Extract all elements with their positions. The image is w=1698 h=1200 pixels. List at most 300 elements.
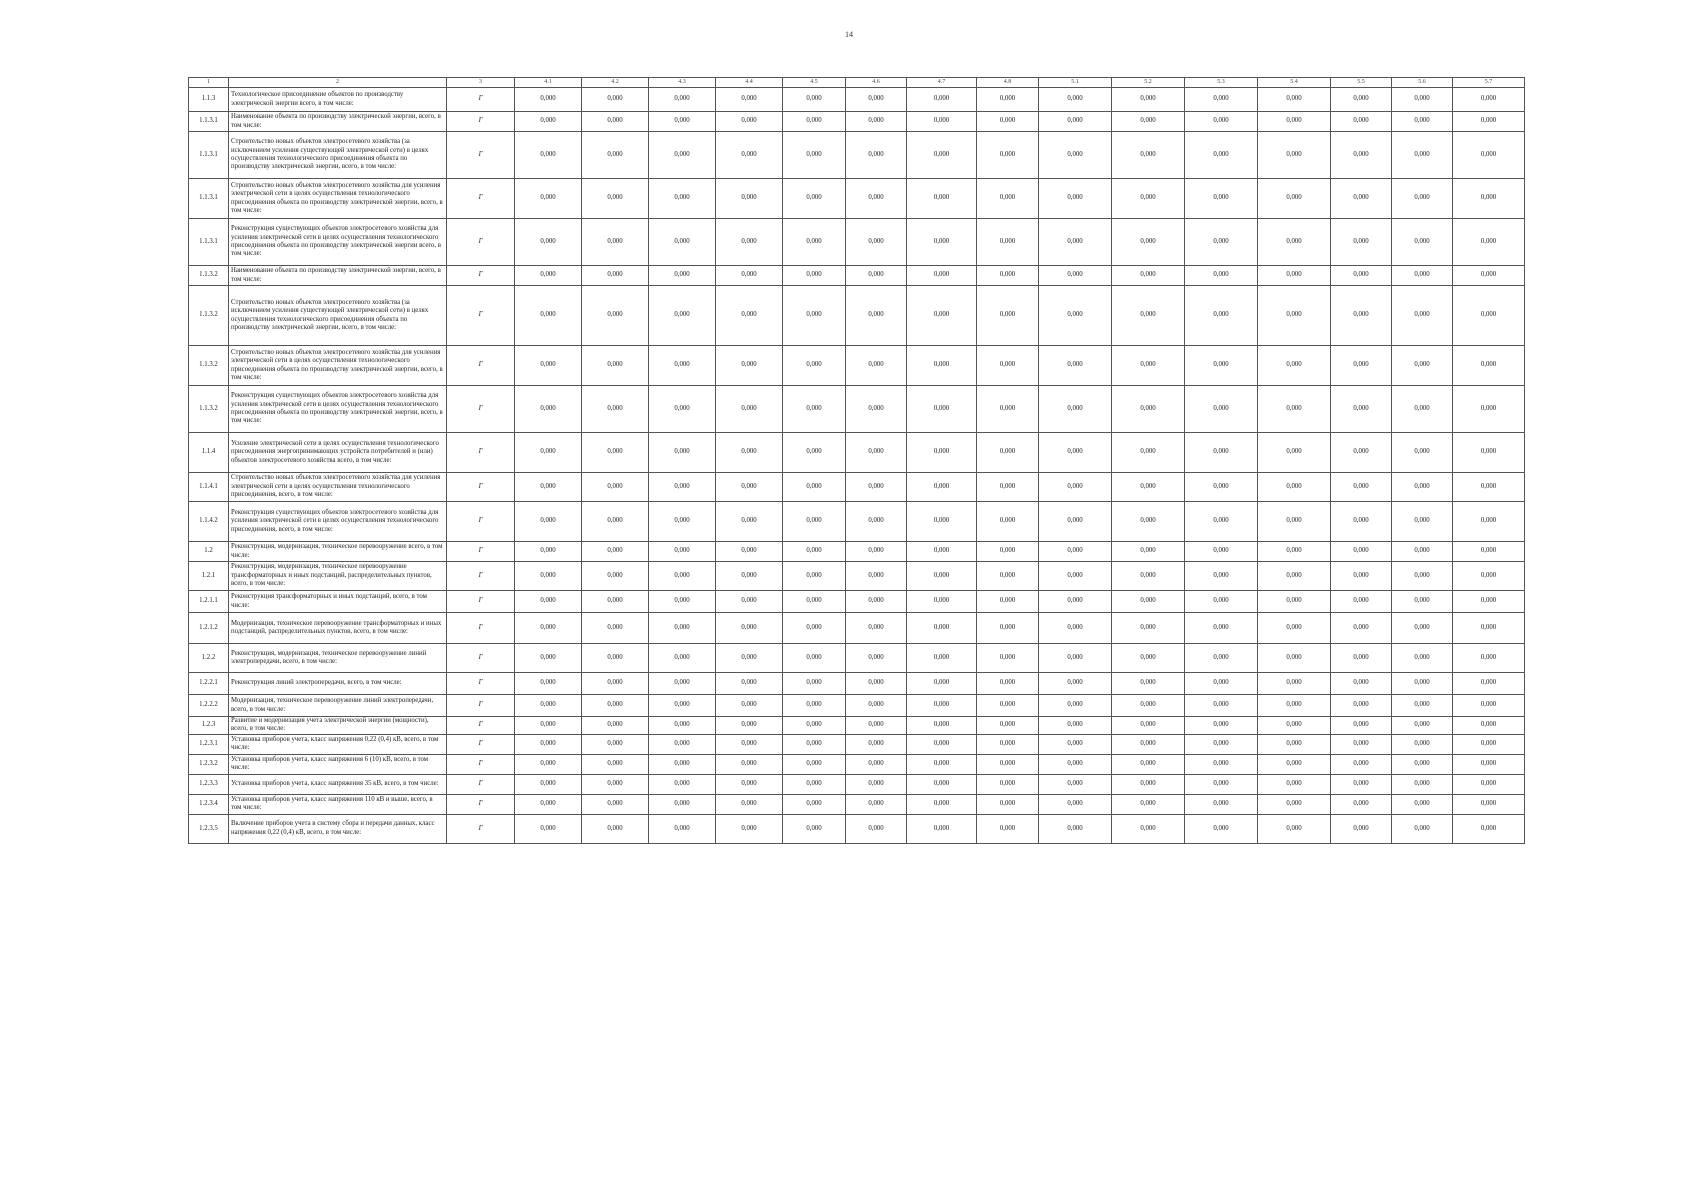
value-cell: 0,000 bbox=[907, 542, 977, 562]
value-cell: 0,000 bbox=[907, 386, 977, 433]
row-code: 1.2.1.1 bbox=[189, 591, 229, 613]
value-cell: 0,000 bbox=[1185, 613, 1258, 644]
value-cell: 0,000 bbox=[907, 88, 977, 112]
row-unit: Г bbox=[447, 695, 515, 717]
value-cell: 0,000 bbox=[1453, 132, 1525, 179]
value-cell: 0,000 bbox=[907, 219, 977, 266]
row-name: Реконструкция существующих объектов электросетевого хозяйства для усиления электрической сети в целях осуществления технологического присоединения объекта по производству электрической энергии всего, в том числе: bbox=[229, 219, 447, 266]
row-code: 1.2.3.3 bbox=[189, 774, 229, 794]
value-cell: 0,000 bbox=[1112, 266, 1185, 286]
value-cell: 0,000 bbox=[1112, 717, 1185, 735]
value-cell: 0,000 bbox=[1258, 179, 1331, 219]
value-cell: 0,000 bbox=[582, 814, 649, 843]
value-cell: 0,000 bbox=[649, 644, 716, 673]
value-cell: 0,000 bbox=[846, 132, 907, 179]
row-unit: Г bbox=[447, 112, 515, 132]
value-cell: 0,000 bbox=[1392, 266, 1453, 286]
column-header: 5.7 bbox=[1453, 78, 1525, 88]
value-cell: 0,000 bbox=[1392, 88, 1453, 112]
value-cell: 0,000 bbox=[649, 673, 716, 695]
value-cell: 0,000 bbox=[649, 613, 716, 644]
value-cell: 0,000 bbox=[649, 473, 716, 502]
table-row bbox=[189, 286, 1525, 346]
value-cell: 0,000 bbox=[1112, 644, 1185, 673]
value-cell: 0,000 bbox=[1453, 386, 1525, 433]
value-cell: 0,000 bbox=[1392, 219, 1453, 266]
value-cell: 0,000 bbox=[1453, 473, 1525, 502]
value-cell: 0,000 bbox=[1331, 433, 1392, 473]
value-cell: 0,000 bbox=[1039, 433, 1112, 473]
value-cell: 0,000 bbox=[846, 754, 907, 774]
value-cell: 0,000 bbox=[716, 346, 783, 386]
value-cell: 0,000 bbox=[649, 695, 716, 717]
value-cell: 0,000 bbox=[649, 433, 716, 473]
value-cell: 0,000 bbox=[1039, 179, 1112, 219]
value-cell: 0,000 bbox=[1258, 112, 1331, 132]
value-cell: 0,000 bbox=[515, 132, 582, 179]
value-cell: 0,000 bbox=[1112, 88, 1185, 112]
value-cell: 0,000 bbox=[1039, 695, 1112, 717]
value-cell: 0,000 bbox=[1112, 814, 1185, 843]
value-cell: 0,000 bbox=[582, 266, 649, 286]
row-name: Наименование объекта по производству электрической энергии, всего, в том числе: bbox=[229, 266, 447, 286]
value-cell: 0,000 bbox=[1331, 386, 1392, 433]
value-cell: 0,000 bbox=[716, 754, 783, 774]
value-cell: 0,000 bbox=[1112, 542, 1185, 562]
column-header: 4.6 bbox=[846, 78, 907, 88]
row-unit: Г bbox=[447, 644, 515, 673]
row-name: Усиление электрической сети в целях осуществления технологического присоединения энергопринимающих устройств потребителей и (или) объектов электросетевого хозяйства всего, в том числе: bbox=[229, 433, 447, 473]
value-cell: 0,000 bbox=[1453, 591, 1525, 613]
value-cell: 0,000 bbox=[1039, 673, 1112, 695]
value-cell: 0,000 bbox=[1039, 734, 1112, 754]
value-cell: 0,000 bbox=[1453, 673, 1525, 695]
value-cell: 0,000 bbox=[1185, 644, 1258, 673]
value-cell: 0,000 bbox=[582, 502, 649, 542]
value-cell: 0,000 bbox=[1453, 219, 1525, 266]
row-unit: Г bbox=[447, 88, 515, 112]
value-cell: 0,000 bbox=[1039, 286, 1112, 346]
table-header-row bbox=[189, 78, 1525, 88]
value-cell: 0,000 bbox=[582, 591, 649, 613]
value-cell: 0,000 bbox=[1039, 754, 1112, 774]
value-cell: 0,000 bbox=[846, 734, 907, 754]
column-header: 1 bbox=[189, 78, 229, 88]
value-cell: 0,000 bbox=[977, 794, 1039, 814]
value-cell: 0,000 bbox=[1185, 717, 1258, 735]
column-header: 2 bbox=[229, 78, 447, 88]
value-cell: 0,000 bbox=[1453, 695, 1525, 717]
value-cell: 0,000 bbox=[907, 591, 977, 613]
value-cell: 0,000 bbox=[716, 266, 783, 286]
value-cell: 0,000 bbox=[1112, 346, 1185, 386]
value-cell: 0,000 bbox=[783, 717, 846, 735]
row-code: 1.1.3.1 bbox=[189, 112, 229, 132]
value-cell: 0,000 bbox=[1258, 754, 1331, 774]
value-cell: 0,000 bbox=[846, 644, 907, 673]
value-cell: 0,000 bbox=[783, 814, 846, 843]
value-cell: 0,000 bbox=[1185, 219, 1258, 266]
value-cell: 0,000 bbox=[977, 286, 1039, 346]
value-cell: 0,000 bbox=[846, 266, 907, 286]
value-cell: 0,000 bbox=[783, 502, 846, 542]
value-cell: 0,000 bbox=[1453, 613, 1525, 644]
value-cell: 0,000 bbox=[846, 386, 907, 433]
value-cell: 0,000 bbox=[783, 88, 846, 112]
value-cell: 0,000 bbox=[977, 112, 1039, 132]
value-cell: 0,000 bbox=[1453, 774, 1525, 794]
value-cell: 0,000 bbox=[1331, 774, 1392, 794]
value-cell: 0,000 bbox=[1258, 286, 1331, 346]
value-cell: 0,000 bbox=[977, 386, 1039, 433]
value-cell: 0,000 bbox=[783, 112, 846, 132]
row-name: Модернизация, техническое перевооружение линий электропередачи, всего, в том числе: bbox=[229, 695, 447, 717]
value-cell: 0,000 bbox=[1258, 386, 1331, 433]
value-cell: 0,000 bbox=[716, 734, 783, 754]
value-cell: 0,000 bbox=[977, 613, 1039, 644]
value-cell: 0,000 bbox=[1112, 219, 1185, 266]
value-cell: 0,000 bbox=[1258, 794, 1331, 814]
value-cell: 0,000 bbox=[1392, 179, 1453, 219]
value-cell: 0,000 bbox=[649, 717, 716, 735]
row-code: 1.2.3.2 bbox=[189, 754, 229, 774]
row-name: Реконструкция, модернизация, техническое перевооружение трансформаторных и иных подстанций, распределительных пунктов, всего, в том числе: bbox=[229, 562, 447, 591]
value-cell: 0,000 bbox=[582, 562, 649, 591]
value-cell: 0,000 bbox=[1039, 613, 1112, 644]
value-cell: 0,000 bbox=[1331, 346, 1392, 386]
value-cell: 0,000 bbox=[716, 433, 783, 473]
value-cell: 0,000 bbox=[977, 695, 1039, 717]
value-cell: 0,000 bbox=[1453, 179, 1525, 219]
value-cell: 0,000 bbox=[1331, 562, 1392, 591]
column-header: 4.8 bbox=[977, 78, 1039, 88]
value-cell: 0,000 bbox=[1039, 502, 1112, 542]
row-unit: Г bbox=[447, 542, 515, 562]
column-header: 5.6 bbox=[1392, 78, 1453, 88]
row-code: 1.1.3.2 bbox=[189, 386, 229, 433]
value-cell: 0,000 bbox=[1112, 179, 1185, 219]
row-unit: Г bbox=[447, 562, 515, 591]
value-cell: 0,000 bbox=[1258, 502, 1331, 542]
value-cell: 0,000 bbox=[1185, 695, 1258, 717]
value-cell: 0,000 bbox=[649, 794, 716, 814]
row-unit: Г bbox=[447, 717, 515, 735]
value-cell: 0,000 bbox=[716, 774, 783, 794]
value-cell: 0,000 bbox=[716, 132, 783, 179]
value-cell: 0,000 bbox=[1258, 562, 1331, 591]
row-unit: Г bbox=[447, 591, 515, 613]
value-cell: 0,000 bbox=[716, 88, 783, 112]
value-cell: 0,000 bbox=[977, 814, 1039, 843]
row-name: Включение приборов учета в систему сбора и передачи данных, класс напряжения 0,22 (0,4) кВ, всего, в том числе: bbox=[229, 814, 447, 843]
value-cell: 0,000 bbox=[907, 346, 977, 386]
value-cell: 0,000 bbox=[1453, 433, 1525, 473]
row-code: 1.2.2 bbox=[189, 644, 229, 673]
value-cell: 0,000 bbox=[1258, 734, 1331, 754]
data-table bbox=[188, 77, 1525, 844]
value-cell: 0,000 bbox=[582, 613, 649, 644]
value-cell: 0,000 bbox=[582, 717, 649, 735]
value-cell: 0,000 bbox=[1258, 644, 1331, 673]
value-cell: 0,000 bbox=[649, 219, 716, 266]
value-cell: 0,000 bbox=[907, 734, 977, 754]
value-cell: 0,000 bbox=[649, 542, 716, 562]
value-cell: 0,000 bbox=[1039, 473, 1112, 502]
value-cell: 0,000 bbox=[846, 88, 907, 112]
value-cell: 0,000 bbox=[515, 644, 582, 673]
value-cell: 0,000 bbox=[515, 774, 582, 794]
value-cell: 0,000 bbox=[1392, 774, 1453, 794]
column-header: 5.2 bbox=[1112, 78, 1185, 88]
value-cell: 0,000 bbox=[1331, 673, 1392, 695]
value-cell: 0,000 bbox=[1112, 734, 1185, 754]
value-cell: 0,000 bbox=[649, 386, 716, 433]
value-cell: 0,000 bbox=[582, 179, 649, 219]
value-cell: 0,000 bbox=[515, 613, 582, 644]
value-cell: 0,000 bbox=[846, 179, 907, 219]
value-cell: 0,000 bbox=[649, 132, 716, 179]
value-cell: 0,000 bbox=[1185, 502, 1258, 542]
value-cell: 0,000 bbox=[582, 673, 649, 695]
value-cell: 0,000 bbox=[582, 346, 649, 386]
table-row bbox=[189, 502, 1525, 542]
value-cell: 0,000 bbox=[977, 644, 1039, 673]
row-name: Строительство новых объектов электросетевого хозяйства для усиления электрической сети в целях осуществления технологического присоединения объекта по производству электрической энергии, всего, в том числе: bbox=[229, 179, 447, 219]
value-cell: 0,000 bbox=[907, 132, 977, 179]
value-cell: 0,000 bbox=[1258, 774, 1331, 794]
value-cell: 0,000 bbox=[716, 219, 783, 266]
value-cell: 0,000 bbox=[716, 112, 783, 132]
row-name: Технологическое присоединение объектов по производству электрической энергии всего, в том числе: bbox=[229, 88, 447, 112]
table-row bbox=[189, 774, 1525, 794]
row-code: 1.1.3 bbox=[189, 88, 229, 112]
column-header: 4.3 bbox=[649, 78, 716, 88]
value-cell: 0,000 bbox=[716, 794, 783, 814]
value-cell: 0,000 bbox=[1112, 794, 1185, 814]
value-cell: 0,000 bbox=[1331, 502, 1392, 542]
value-cell: 0,000 bbox=[907, 673, 977, 695]
value-cell: 0,000 bbox=[1453, 644, 1525, 673]
value-cell: 0,000 bbox=[1185, 433, 1258, 473]
value-cell: 0,000 bbox=[582, 794, 649, 814]
value-cell: 0,000 bbox=[716, 717, 783, 735]
value-cell: 0,000 bbox=[582, 112, 649, 132]
value-cell: 0,000 bbox=[846, 502, 907, 542]
value-cell: 0,000 bbox=[1112, 774, 1185, 794]
value-cell: 0,000 bbox=[1258, 717, 1331, 735]
value-cell: 0,000 bbox=[977, 219, 1039, 266]
value-cell: 0,000 bbox=[649, 286, 716, 346]
row-name: Строительство новых объектов электросетевого хозяйства (за исключением усиления существующей электрической сети) в целях осуществления технологического присоединения объекта по производству электрической энергии, всего, в том числе: bbox=[229, 286, 447, 346]
row-name: Установка приборов учета, класс напряжения 35 кВ, всего, в том числе: bbox=[229, 774, 447, 794]
row-name: Установка приборов учета, класс напряжения 0,22 (0,4) кВ, всего, в том числе: bbox=[229, 734, 447, 754]
value-cell: 0,000 bbox=[1039, 386, 1112, 433]
table-row bbox=[189, 734, 1525, 754]
value-cell: 0,000 bbox=[783, 386, 846, 433]
row-code: 1.2.3 bbox=[189, 717, 229, 735]
column-header: 5.3 bbox=[1185, 78, 1258, 88]
value-cell: 0,000 bbox=[716, 473, 783, 502]
value-cell: 0,000 bbox=[1392, 754, 1453, 774]
value-cell: 0,000 bbox=[1392, 502, 1453, 542]
value-cell: 0,000 bbox=[783, 433, 846, 473]
row-code: 1.2.3.4 bbox=[189, 794, 229, 814]
value-cell: 0,000 bbox=[907, 774, 977, 794]
value-cell: 0,000 bbox=[846, 814, 907, 843]
table-row bbox=[189, 717, 1525, 735]
value-cell: 0,000 bbox=[907, 286, 977, 346]
value-cell: 0,000 bbox=[1185, 346, 1258, 386]
value-cell: 0,000 bbox=[515, 502, 582, 542]
value-cell: 0,000 bbox=[716, 502, 783, 542]
row-name: Реконструкция, модернизация, техническое перевооружение линий электропередачи, всего, в том числе: bbox=[229, 644, 447, 673]
row-unit: Г bbox=[447, 266, 515, 286]
row-name: Установка приборов учета, класс напряжения 6 (10) кВ, всего, в том числе: bbox=[229, 754, 447, 774]
value-cell: 0,000 bbox=[1453, 112, 1525, 132]
value-cell: 0,000 bbox=[716, 542, 783, 562]
value-cell: 0,000 bbox=[1185, 814, 1258, 843]
value-cell: 0,000 bbox=[783, 613, 846, 644]
value-cell: 0,000 bbox=[1392, 562, 1453, 591]
value-cell: 0,000 bbox=[1453, 754, 1525, 774]
value-cell: 0,000 bbox=[846, 794, 907, 814]
column-header: 5.4 bbox=[1258, 78, 1331, 88]
value-cell: 0,000 bbox=[977, 88, 1039, 112]
value-cell: 0,000 bbox=[649, 754, 716, 774]
value-cell: 0,000 bbox=[977, 717, 1039, 735]
table-row bbox=[189, 179, 1525, 219]
value-cell: 0,000 bbox=[1258, 591, 1331, 613]
value-cell: 0,000 bbox=[907, 613, 977, 644]
value-cell: 0,000 bbox=[1331, 286, 1392, 346]
value-cell: 0,000 bbox=[1039, 266, 1112, 286]
row-name: Модернизация, техническое перевооружение трансформаторных и иных подстанций, распределительных пунктов, всего, в том числе: bbox=[229, 613, 447, 644]
value-cell: 0,000 bbox=[1258, 433, 1331, 473]
value-cell: 0,000 bbox=[1112, 695, 1185, 717]
value-cell: 0,000 bbox=[1453, 542, 1525, 562]
value-cell: 0,000 bbox=[582, 219, 649, 266]
table-row bbox=[189, 613, 1525, 644]
value-cell: 0,000 bbox=[977, 754, 1039, 774]
value-cell: 0,000 bbox=[907, 794, 977, 814]
value-cell: 0,000 bbox=[907, 695, 977, 717]
value-cell: 0,000 bbox=[1258, 266, 1331, 286]
value-cell: 0,000 bbox=[1039, 542, 1112, 562]
value-cell: 0,000 bbox=[1392, 132, 1453, 179]
value-cell: 0,000 bbox=[515, 346, 582, 386]
value-cell: 0,000 bbox=[1258, 542, 1331, 562]
value-cell: 0,000 bbox=[515, 794, 582, 814]
value-cell: 0,000 bbox=[1112, 591, 1185, 613]
value-cell: 0,000 bbox=[1185, 112, 1258, 132]
row-code: 1.1.3.1 bbox=[189, 179, 229, 219]
row-code: 1.2.3.5 bbox=[189, 814, 229, 843]
value-cell: 0,000 bbox=[1392, 473, 1453, 502]
value-cell: 0,000 bbox=[515, 473, 582, 502]
value-cell: 0,000 bbox=[582, 695, 649, 717]
value-cell: 0,000 bbox=[1112, 112, 1185, 132]
value-cell: 0,000 bbox=[977, 132, 1039, 179]
value-cell: 0,000 bbox=[716, 814, 783, 843]
column-header: 5.5 bbox=[1331, 78, 1392, 88]
value-cell: 0,000 bbox=[783, 132, 846, 179]
value-cell: 0,000 bbox=[1112, 132, 1185, 179]
column-header: 5.1 bbox=[1039, 78, 1112, 88]
value-cell: 0,000 bbox=[1185, 473, 1258, 502]
value-cell: 0,000 bbox=[1331, 179, 1392, 219]
table-row bbox=[189, 266, 1525, 286]
value-cell: 0,000 bbox=[1331, 132, 1392, 179]
value-cell: 0,000 bbox=[515, 219, 582, 266]
row-name: Строительство новых объектов электросетевого хозяйства (за исключением усиления существующей электрической сети) в целях осуществления технологического присоединения объекта по производству электрической энергии, всего, в том числе: bbox=[229, 132, 447, 179]
row-code: 1.1.3.2 bbox=[189, 346, 229, 386]
value-cell: 0,000 bbox=[716, 695, 783, 717]
value-cell: 0,000 bbox=[1331, 88, 1392, 112]
value-cell: 0,000 bbox=[1392, 717, 1453, 735]
value-cell: 0,000 bbox=[1453, 717, 1525, 735]
table-row bbox=[189, 644, 1525, 673]
value-cell: 0,000 bbox=[1331, 717, 1392, 735]
value-cell: 0,000 bbox=[977, 473, 1039, 502]
value-cell: 0,000 bbox=[649, 734, 716, 754]
value-cell: 0,000 bbox=[1331, 542, 1392, 562]
row-code: 1.2.1 bbox=[189, 562, 229, 591]
value-cell: 0,000 bbox=[1112, 473, 1185, 502]
value-cell: 0,000 bbox=[1039, 774, 1112, 794]
value-cell: 0,000 bbox=[515, 754, 582, 774]
value-cell: 0,000 bbox=[1185, 542, 1258, 562]
value-cell: 0,000 bbox=[783, 794, 846, 814]
value-cell: 0,000 bbox=[1331, 814, 1392, 843]
value-cell: 0,000 bbox=[1453, 734, 1525, 754]
row-unit: Г bbox=[447, 219, 515, 266]
value-cell: 0,000 bbox=[1112, 673, 1185, 695]
table-row bbox=[189, 754, 1525, 774]
value-cell: 0,000 bbox=[1392, 542, 1453, 562]
value-cell: 0,000 bbox=[1331, 695, 1392, 717]
value-cell: 0,000 bbox=[1258, 132, 1331, 179]
row-code: 1.2.1.2 bbox=[189, 613, 229, 644]
value-cell: 0,000 bbox=[907, 112, 977, 132]
value-cell: 0,000 bbox=[1453, 814, 1525, 843]
value-cell: 0,000 bbox=[846, 542, 907, 562]
value-cell: 0,000 bbox=[846, 286, 907, 346]
value-cell: 0,000 bbox=[907, 644, 977, 673]
value-cell: 0,000 bbox=[1258, 673, 1331, 695]
value-cell: 0,000 bbox=[1185, 88, 1258, 112]
row-unit: Г bbox=[447, 386, 515, 433]
value-cell: 0,000 bbox=[1039, 644, 1112, 673]
value-cell: 0,000 bbox=[846, 673, 907, 695]
value-cell: 0,000 bbox=[1392, 644, 1453, 673]
value-cell: 0,000 bbox=[1453, 794, 1525, 814]
column-header: 4.7 bbox=[907, 78, 977, 88]
value-cell: 0,000 bbox=[1331, 591, 1392, 613]
value-cell: 0,000 bbox=[783, 346, 846, 386]
value-cell: 0,000 bbox=[515, 88, 582, 112]
value-cell: 0,000 bbox=[907, 473, 977, 502]
value-cell: 0,000 bbox=[1258, 473, 1331, 502]
value-cell: 0,000 bbox=[977, 562, 1039, 591]
table-row bbox=[189, 473, 1525, 502]
column-header: 4.5 bbox=[783, 78, 846, 88]
value-cell: 0,000 bbox=[1392, 286, 1453, 346]
table-row bbox=[189, 562, 1525, 591]
value-cell: 0,000 bbox=[846, 562, 907, 591]
value-cell: 0,000 bbox=[783, 219, 846, 266]
value-cell: 0,000 bbox=[783, 591, 846, 613]
value-cell: 0,000 bbox=[1039, 814, 1112, 843]
